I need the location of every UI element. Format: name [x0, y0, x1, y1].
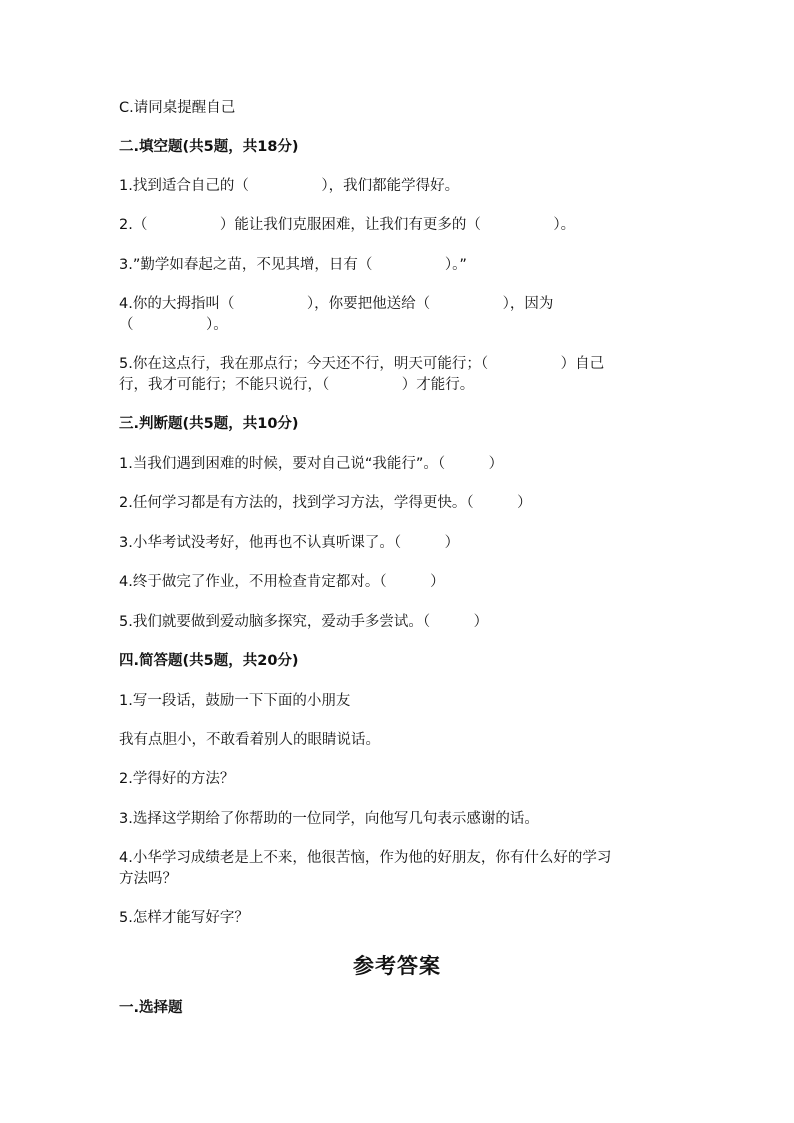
fill-blank-question-5-line1: 5.你在这点行，我在那点行；今天还不行，明天可能行；（ ）自己 [119, 356, 605, 372]
section-true-false-heading: 三.判断题(共5题，共10分) [119, 416, 299, 432]
fill-blank-question-1: 1.找到适合自己的（ ），我们都能学得好。 [119, 178, 460, 194]
true-false-question-5: 5.我们就要做到爱动脑多探究，爱动手多尝试。（ ） [119, 614, 489, 630]
fill-blank-question-2: 2.（ ）能让我们克服困难，让我们有更多的（ ）。 [119, 217, 576, 233]
true-false-question-1: 1.当我们遇到困难的时候，要对自己说“我能行”。（ ） [119, 456, 504, 472]
section-short-answer-heading: 四.简答题(共5题，共20分) [119, 653, 299, 669]
short-answer-question-3: 3.选择这学期给了你帮助的一位同学，向他写几句表示感谢的话。 [119, 811, 539, 827]
short-answer-question-1-text: 我有点胆小，不敢看着别人的眼睛说话。 [119, 732, 380, 748]
short-answer-question-4-line2: 方法吗？ [119, 871, 177, 887]
true-false-question-3: 3.小华考试没考好，他再也不认真听课了。（ ） [119, 535, 460, 551]
section-fill-blank-heading: 二.填空题(共5题，共18分) [119, 139, 299, 155]
true-false-question-4: 4.终于做完了作业，不用检查肯定都对。（ ） [119, 574, 445, 590]
answer-key-title: 参考答案 [353, 953, 441, 978]
short-answer-question-4-line1: 4.小华学习成绩老是上不来，他很苦恼，作为他的好朋友，你有什么好的学习 [119, 850, 612, 866]
short-answer-question-1: 1.写一段话，鼓励一下下面的小朋友 [119, 693, 351, 709]
fill-blank-question-4-line1: 4.你的大拇指叫（ ），你要把他送给（ ），因为 [119, 296, 554, 312]
short-answer-question-5: 5.怎样才能写好字？ [119, 910, 249, 926]
true-false-question-2: 2.任何学习都是有方法的，找到学习方法，学得更快。（ ） [119, 495, 532, 511]
fill-blank-question-3: 3.”勤学如春起之苗，不见其增，日有（ ）。” [119, 257, 467, 273]
short-answer-question-2: 2.学得好的方法？ [119, 771, 235, 787]
prev-question-option-c: C.请同桌提醒自己 [119, 100, 236, 116]
fill-blank-question-5-line2: 行，我才可能行；不能只说行，（ ）才能行。 [119, 377, 475, 393]
answer-section-choice-heading: 一.选择题 [119, 1000, 183, 1016]
fill-blank-question-4-line2: （ ）。 [119, 317, 228, 333]
